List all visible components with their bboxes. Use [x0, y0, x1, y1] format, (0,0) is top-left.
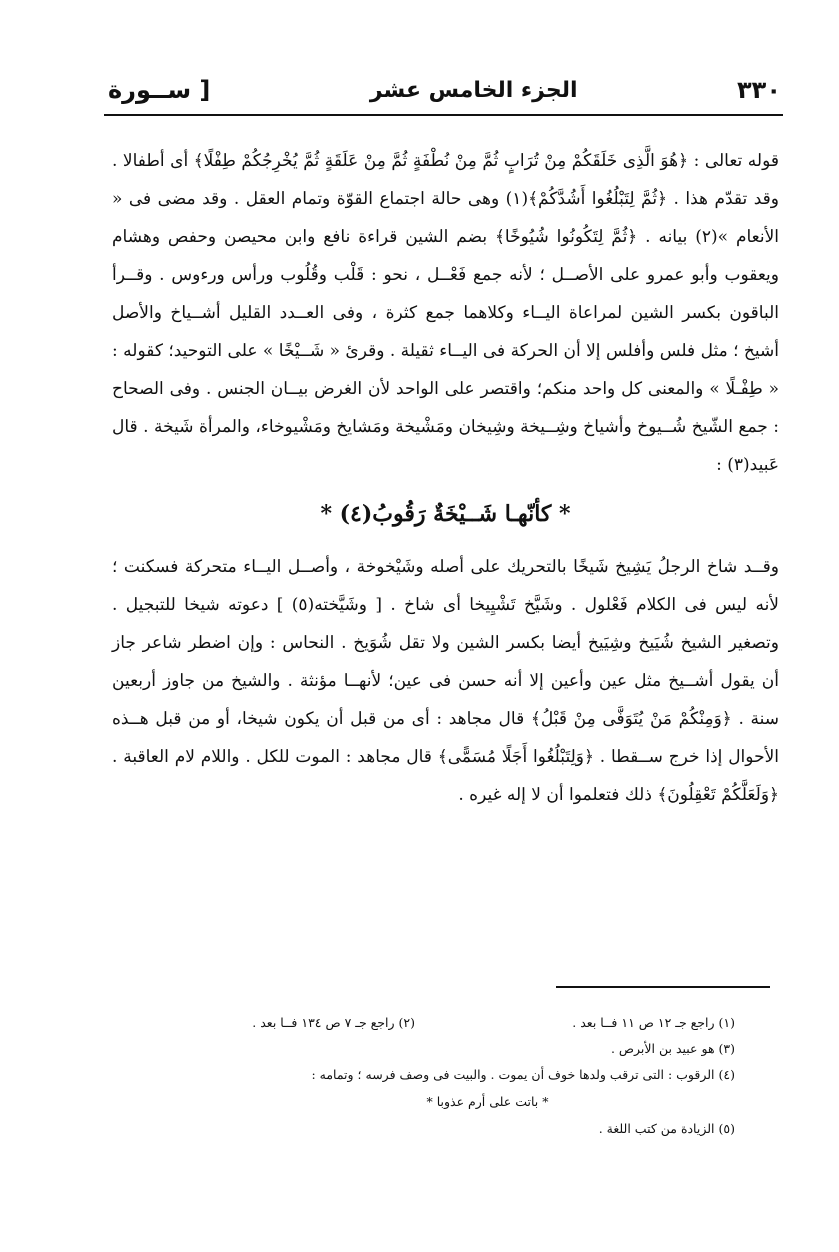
header-surah-label: [ ســورة	[108, 76, 211, 104]
footnote-row	[180, 1036, 735, 1062]
paragraph-1: قوله تعالى : ﴿هُوَ الَّذِى خَلَقَكُمْ مِنْ تُرَابٍ ثُمَّ مِنْ نُطْفَةٍ ثُمَّ مِنْ عَلَقَةٍ ثُمَّ يُخْرِجُكُمْ طِفْلًا﴾ أى أطفالا . وقد تقدّم هذا . ﴿ثُمَّ لِتَبْلُغُوا أَشُدَّكُمْ﴾(١) وهى حالة اجتماع القوّة وتمام العقل . وقد مضى فى « الأنعام »(٢) بيانه . ﴿ثُمَّ لِتَكُونُوا شُيُوخًا﴾ بضم الشين قراءة نافع وابن محيصن وحفص وهشام ويعقوب وأبو عمرو على الأصــل ؛ لأنه جمع فَعْــل ، نحو : قَلْب وقُلُوب ورأس ورءوس . وقــرأ الباقون بكسر الشين لمراعاة اليــاء وكلاهما جمع كثرة ، وفى العــدد القليل أشــياخ والأصل أشيخ ؛ مثل فلس وأفلس إلا أن الحركة فى اليــاء ثقيلة . وقرئ « شَــيْخًا » على التوحيد؛ كقوله : « طِفْـلًا » والمعنى كل واحد منكم؛ واقتصر على الواحد لأن الغرض بيــان الجنس . وفى الصحاح : جمع الشّيخ شُــيوخ وأشياخ وشِــيخة وشِيخان ومَشْيخة ومَشايخ ومَشْيوخاء، والمرأة شَيخة . قال عَبيد(٣) :	[112, 151, 779, 475]
header-part-title: الجزء الخامس عشر	[369, 77, 578, 103]
footnote-3: (٣) هو عبيد بن الأبرص .	[610, 1041, 735, 1056]
footnotes-rule	[556, 986, 770, 988]
footnote-1: (١) راجع جـ ١٢ ص ١١ فــا بعد .	[572, 1015, 735, 1030]
header-rule	[104, 114, 783, 116]
footnotes	[180, 1010, 735, 1142]
footnote-row	[180, 1010, 735, 1036]
page-header	[108, 68, 781, 112]
footnote-4: (٤) الرقوب : التى ترقب ولدها خوف أن يموت . والبيت فى وصف فرسه ؛ وتمامه :	[311, 1067, 735, 1082]
footnote-4-verse: * باتت على أرم عذوبا *	[426, 1094, 549, 1109]
paragraph-2: وقــد شاخ الرجلُ يَشِيخ شَيخًا بالتحريك على أصله وشَيْخوخة ، وأصــل اليــاء متحركة فسكنت ؛ لأنه ليس فى الكلام فَعْلول . وشَيَّخ تَشْيِيخا أى شاخ . [ وشَيَّخته(٥) ] دعوته شيخا للتبجيل . وتصغير الشيخ شُيَيخ وشِيَيخ أيضا بكسر الشين ولا تقل شُوَيخ . النحاس : وإن اضطر شاعر جاز أن يقول أشــيخ مثل عين وأعين إلا أنه حسن فى عين؛ لأنهــا مؤنثة . والشيخ من جاوز أربعين سنة . ﴿وَمِنْكُمْ مَنْ يُتَوَفَّى مِنْ قَبْلُ﴾ قال مجاهد : أى من قبل أن يكون شيخا، أو من قبل هــذه الأحوال إذا خرج ســقطا . ﴿وَلِتَبْلُغُوا أَجَلًا مُسَمًّى﴾ قال مجاهد : الموت للكل . واللام لام العاقبة . ﴿وَلَعَلَّكُمْ تَعْقِلُونَ﴾ ذلك فتعلموا أن لا إله غيره .	[112, 557, 779, 805]
page-number: ٣٣٠	[737, 76, 781, 104]
poetry-verse: * كأنّهـا شَــيْخَةٌ رَقُوبُ(٤) *	[320, 501, 571, 527]
footnote-row	[180, 1116, 735, 1142]
main-text	[112, 142, 779, 814]
footnote-2: (٢) راجع جـ ٧ ص ١٣٤ فــا بعد .	[252, 1015, 415, 1030]
footnote-row	[180, 1062, 735, 1088]
footnote-5: (٥) الزيادة من كتب اللغة .	[598, 1121, 735, 1136]
